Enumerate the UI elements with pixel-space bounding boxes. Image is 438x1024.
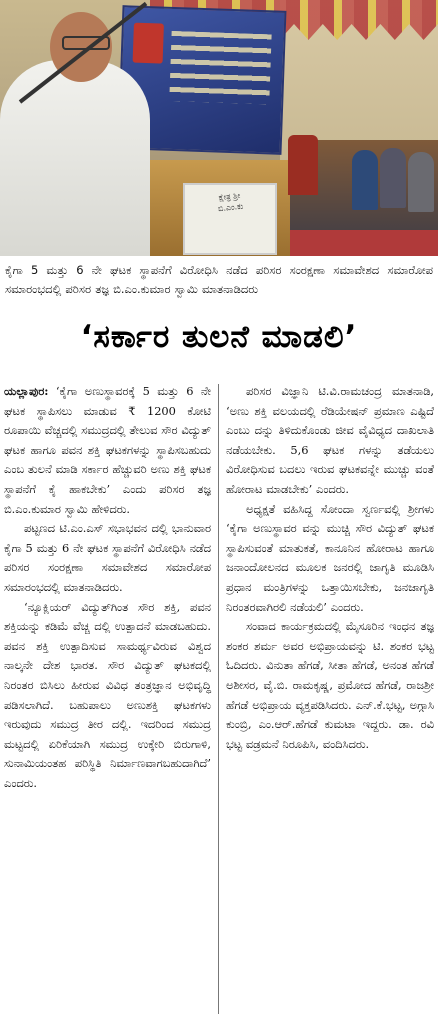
article-paragraph: ಪಟ್ಟಣದ ಟಿ.ಎಂ.ಎಸ್ ಸಭಾಭವನ ದಲ್ಲಿ ಭಾನುವಾರ ಕೈಗಾ 5 ಮತ್ತು 6 ನೇ ಘಟಕ ಸ್ಥಾಪನೆಗೆ ವಿರೋಧಿಸಿ ನಡೆದ ಪರಿಸರ ಸಂರಕ್ಷಣಾ ಸಮಾವೇಶದ ಸಮಾರೋಪ ಸಮಾರಂಭದಲ್ಲಿ ಮಾತನಾಡಿದರು. (4, 521, 211, 594)
event-photo (0, 0, 438, 256)
article-paragraph: ಅಧ್ಯಕ್ಷತೆ ವಹಿಸಿದ್ದ ಸೋಂದಾ ಸ್ವರ್ಣವಲ್ಲಿ ಶ್ರೀಗಳು ‘ಕೈಗಾ ಅಣುಸ್ಥಾವರ ವನ್ನು ಮುಚ್ಚಿ ಸೌರ ವಿದ್ಯುತ್ ಘಟಕ ಸ್ಥಾಪಿಸುವಂತೆ ಮಾತುಕತೆ, ಕಾನೂನಿನ ಹೋರಾಟ ಹಾಗೂ ಜನಾಂದೋಲನದ ಮೂಲಕ ಜನರಲ್ಲಿ ಜಾಗೃತಿ ಮೂಡಿಸಿ ಪ್ರಧಾನ ಮಂತ್ರಿಗಳನ್ನು ಒತ್ತಾಯಿಸಬೇಕು, ಜನಜಾಗೃತಿ ನಿರಂತರವಾಗಿರಲಿ ನಡೆಯಲಿ’ ಎಂದರು. (226, 501, 434, 614)
article-paragraph: ಯಲ್ಲಾಪುರ: ‘ಕೈಗಾ ಅಣುಸ್ಥಾವರಕ್ಕೆ 5 ಮತ್ತು 6 ನೇ ಘಟಕ ಸ್ಥಾಪಿಸಲು ಮಾಡುವ ₹ 1200 ಕೋಟಿ ರೂಪಾಯಿ ವೆಚ್ಚದಲ್ಲಿ ಸಮುದ್ರದಲ್ಲಿ ತೇಲುವ ಸೌರ ವಿದ್ಯುತ್ ಘಟಕ ಹಾಗೂ ಪವನ ಶಕ್ತಿ ಘಟಕಗಳನ್ನು ಸ್ಥಾಪಿಸಬಹುದು ಎಂಬ ತುಲನೆ ಮಾಡಿ ಸರ್ಕಾರ ಹೆಚ್ಚುವರಿ ಅಣು ಶಕ್ತಿ ಘಟಕ ಸ್ಥಾಪನೆಗೆ ಕೈ ಹಾಕಬೇಕು’ ಎಂದು ಪರಿಸರ ತಜ್ಞ ಬಿ.ಎಂ.ಕುಮಾರ ಸ್ವಾಮಿ ಹೇಳಿದರು. (4, 384, 211, 516)
article-column-left (4, 382, 211, 793)
guest-person (408, 152, 434, 212)
podium-sign-text: ಕ್ಷೇತ್ರ ಶ್ರೀ ಬಿ.ಎಂ.ಕು (217, 190, 244, 214)
photo-caption: ಕೈಗಾ 5 ಮತ್ತು 6 ನೇ ಘಟಕ ಸ್ಥಾಪನೆಗೆ ವಿರೋಧಿಸಿ ನಡೆದ ಪರಿಸರ ಸಂರಕ್ಷಣಾ ಸಮಾವೇಶದ ಸಮಾರೋಪ ಸಮಾರಂಭದಲ್ಲಿ ಪರಿಸರ ತಜ್ಞ ಬಿ.ಎಂ.ಕುಮಾರ ಸ್ವಾಮಿ ಮಾತನಾಡಿದರು (5, 263, 433, 296)
stage-floor (290, 230, 438, 256)
guest-person (380, 148, 406, 208)
article-paragraph: ಪರಿಸರ ವಿಜ್ಞಾನಿ ಟಿ.ವಿ.ರಾಮಚಂದ್ರ ಮಾತನಾಡಿ, ‘ಅಣು ಶಕ್ತಿ ವಲಯದಲ್ಲಿ ರೆಡಿಯೇಷನ್ ಪ್ರಮಾಣ ಎಷ್ಟಿದೆ ಎಂಬು ದನ್ನು ತಿಳಿದುಕೊಂಡು ಜೀವ ವೈವಿಧ್ಯದ ದಾಖಲಾತಿ ನಡೆಯಬೇಕು. 5,6 ಘಟಕ ಗಳನ್ನು ತಡೆಯಲು ವಿರೋಧಿಸುವ ಬದಲು ಇರುವ ಘಟಕವನ್ನೇ ಮುಚ್ಚು ವಂತೆ ಹೋರಾಟ ಮಾಡಬೇಕು’ ಎಂದರು. (226, 384, 434, 496)
red-chair (288, 135, 318, 195)
article-column-right (226, 382, 434, 754)
guest-person (352, 150, 378, 210)
article-paragraph: ‘ನ್ಯೂಕ್ಲಿಯರ್ ವಿದ್ಯುತ್‌ಗಿಂತ ಸೌರ ಶಕ್ತಿ, ಪವನ ಶಕ್ತಿಯನ್ನು ಕಡಿಮೆ ವೆಚ್ಚ ದಲ್ಲಿ ಉತ್ಪಾದನೆ ಮಾಡಬಹುದು. ಪವನ ಶಕ್ತಿ ಉತ್ಪಾದಿಸುವ ಸಾಮರ್ಥ್ಯವಿರುವ ವಿಶ್ವದ ನಾಲ್ಕನೇ ದೇಶ ಭಾರತ. ಸೌರ ವಿದ್ಯುತ್ ಘಟಕದಲ್ಲಿ ನಿರಂತರ ಬಿಸಿಲು ಹೀರುವ ವಿವಿಧ ತಂತ್ರಜ್ಞಾನ ಅಭಿವೃದ್ಧಿ ಪಡಿಸಲಾಗಿದೆ. ಬಹುಪಾಲು ಅಣುಶಕ್ತಿ ಘಟಕಗಳು ಇರುವುದು ಸಮುದ್ರ ತೀರ ದಲ್ಲಿ. ಇದರಿಂದ ಸಮುದ್ರ ಮಟ್ಟದಲ್ಲಿ ಏರಿಕೆಯಾಗಿ ಸಮುದ್ರ ಉಕ್ಕೇರಿ ಬಿರುಗಾಳಿ, ಸುನಾಮಿಯಂತಹ ಪರಿಸ್ಥಿತಿ ನಿರ್ಮಾಣವಾಗಬಹುದಾಗಿದೆ’ ಎಂದರು. (4, 599, 211, 790)
dateline: ಯಲ್ಲಾಪುರ: (4, 384, 49, 398)
speaker (0, 60, 150, 256)
column-divider (218, 384, 219, 1014)
article-paragraph: ಸಂವಾದ ಕಾರ್ಯಕ್ರಮದಲ್ಲಿ ಮೈಸೂರಿನ ಇಂಧನ ತಜ್ಞ ಶಂಕರ ಶರ್ಮ ಅವರ ಅಭಿಪ್ರಾಯವನ್ನು ಟಿ. ಶಂಕರ ಭಟ್ಟ ಓದಿದರು. ವಿನುತಾ ಹೆಗಡೆ, ಸೀತಾ ಹೆಗಡೆ, ಅನಂತ ಹೆಗಡೆ ಅಶೀಸರ, ವೈ.ಬಿ. ರಾಮಕೃಷ್ಣ, ಪ್ರಮೋದ ಹೆಗಡೆ, ರಾಜಶ್ರೀ ಹೆಗಡೆ ಅಭಿಪ್ರಾಯ ವ್ಯಕ್ತಪಡಿಸಿದರು. ಎನ್.ಕೆ.ಭಟ್ಟ, ಅಗ್ಗಾಸಿ ಕುಂಬ್ರಿ, ಎಂ.ಆರ್.ಹೆಗಡೆ ಕುಮಟಾ ಇದ್ದರು. ಡಾ. ರವಿ ಭಟ್ಟ ವಡ್ರಮನೆ ನಿರೂಪಿಸಿ, ವಂದಿಸಿದರು. (226, 619, 434, 751)
podium-sign (183, 183, 277, 255)
headline: ‘ಸರ್ಕಾರ ತುಲನೆ ಮಾಡಲಿ’ (80, 319, 358, 355)
